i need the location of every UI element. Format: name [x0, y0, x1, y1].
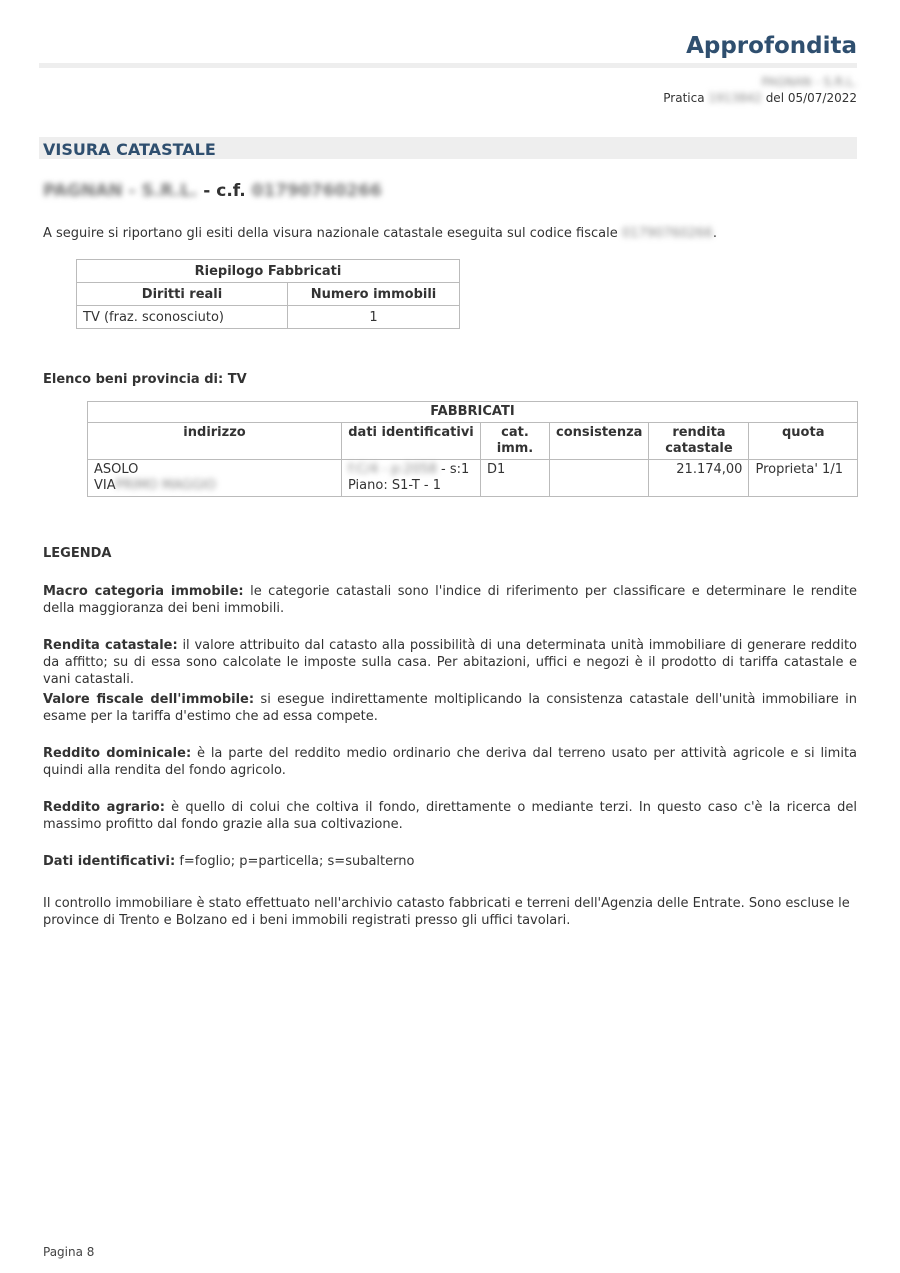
fabbricati-table — [87, 401, 858, 497]
fabbricati-cell-consistenza — [550, 460, 649, 497]
dati-piano: Piano: S1-T - 1 — [348, 478, 442, 493]
intro-end: . — [712, 226, 717, 241]
fabbricati-cell-quota: Proprieta' 1/1 — [749, 460, 858, 497]
header-meta — [663, 74, 857, 106]
riepilogo-cell-diritti: TV (fraz. sconosciuto) — [77, 306, 288, 329]
legenda-item — [43, 799, 857, 833]
address-street-prefix: VIA — [94, 478, 116, 493]
dati-redacted: f:C/4 - p:2058 — [348, 462, 437, 477]
legenda-text: è quello di colui che coltiva il fondo, direttamente o mediante terzi. In questo caso c'è la ricerca del massimo profitto dal fondo grazie alla sua coltivazione. — [43, 800, 857, 832]
legenda-term: Macro categoria immobile: — [43, 584, 244, 599]
legenda-term: Valore fiscale dell'immobile: — [43, 692, 255, 707]
legenda-text: il valore attribuito dal catasto alla possibilità di una determinata unità immobiliare di generare reddito da affitto; su di essa sono calcolate le imposte sulla casa. Per abitazioni, uffici e negozi è il prodotto di tariffa catastale e vani catastali. — [43, 638, 857, 687]
legenda-note: Il controllo immobiliare è stato effettuato nell'archivio catasto fabbricati e terreni dell'Agenzia delle Entrate. Sono escluse le province di Trento e Bolzano ed i beni immobili registrati presso gli uffici tavolari. — [43, 896, 850, 928]
legenda-item — [43, 745, 857, 779]
pratica-date: del 05/07/2022 — [765, 91, 857, 105]
header-divider — [39, 63, 857, 68]
legenda-text: è la parte del reddito medio ordinario che deriva dal terreno usato per attività agricole e si limita quindi alla rendita del fondo agricolo. — [43, 746, 858, 778]
subject-heading — [43, 181, 382, 201]
legenda-heading: LEGENDA — [43, 546, 112, 561]
address-city: ASOLO — [94, 462, 139, 477]
riepilogo-cell-numero: 1 — [288, 306, 460, 329]
fabbricati-title: FABBRICATI — [88, 402, 858, 423]
page-number: Pagina 8 — [43, 1245, 95, 1259]
riepilogo-table — [76, 259, 460, 329]
legenda-item — [43, 583, 857, 617]
fabbricati-cell-dati — [342, 460, 481, 497]
legenda-text: si esegue indirettamente moltiplicando la consistenza catastale dell'unità immobiliare in esame per la tariffa d'estimo che ad essa compete. — [43, 692, 857, 724]
legenda-item — [43, 637, 857, 688]
legenda-term: Reddito dominicale: — [43, 746, 192, 761]
cf-label: - c.f. — [203, 181, 246, 201]
pratica-label: Pratica — [663, 91, 705, 105]
legenda-term: Rendita catastale: — [43, 638, 178, 653]
fabbricati-cell-cat: D1 — [481, 460, 550, 497]
intro-text: A seguire si riportano gli esiti della visura nazionale catastale eseguita sul codice fiscale — [43, 226, 618, 241]
intro-cf-redacted: 01790760266 — [621, 226, 713, 241]
legenda-term: Reddito agrario: — [43, 800, 165, 815]
fabbricati-header-cat: cat. imm. — [481, 423, 550, 460]
riepilogo-header-numero: Numero immobili — [288, 283, 460, 306]
riepilogo-title: Riepilogo Fabbricati — [77, 260, 460, 283]
fabbricati-header-rendita: rendita catastale — [649, 423, 749, 460]
elenco-heading: Elenco beni provincia di: TV — [43, 372, 247, 387]
table-row — [88, 460, 858, 497]
fabbricati-header-indirizzo: indirizzo — [88, 423, 342, 460]
cf-value-redacted: 01790760266 — [251, 181, 382, 201]
section-title: VISURA CATASTALE — [43, 140, 216, 159]
riepilogo-header-diritti: Diritti reali — [77, 283, 288, 306]
legenda-item — [43, 853, 857, 870]
legenda-text: f=foglio; p=particella; s=subalterno — [175, 854, 415, 869]
company-name-redacted: PAGNAN - S.R.L. — [761, 75, 857, 89]
intro-paragraph — [43, 226, 717, 241]
legenda-text: le categorie catastali sono l'indice di riferimento per classificare e determinare le rendite della maggioranza dei beni immobili. — [43, 584, 857, 616]
fabbricati-cell-indirizzo — [88, 460, 342, 497]
subject-name-redacted: PAGNAN - S.R.L. — [43, 181, 198, 201]
address-street-redacted: PRIMO MAGGIO — [115, 478, 217, 493]
dati-sub: - s:1 — [441, 462, 470, 477]
table-row — [77, 306, 460, 329]
page-title: Approfondita — [686, 33, 857, 59]
fabbricati-header-consistenza: consistenza — [550, 423, 649, 460]
legenda-term: Dati identificativi: — [43, 854, 176, 869]
pratica-number-redacted: 1913842 — [708, 91, 762, 105]
legenda-item — [43, 691, 857, 725]
fabbricati-header-quota: quota — [749, 423, 858, 460]
fabbricati-header-dati: dati identificativi — [342, 423, 481, 460]
fabbricati-cell-rendita: 21.174,00 — [649, 460, 749, 497]
